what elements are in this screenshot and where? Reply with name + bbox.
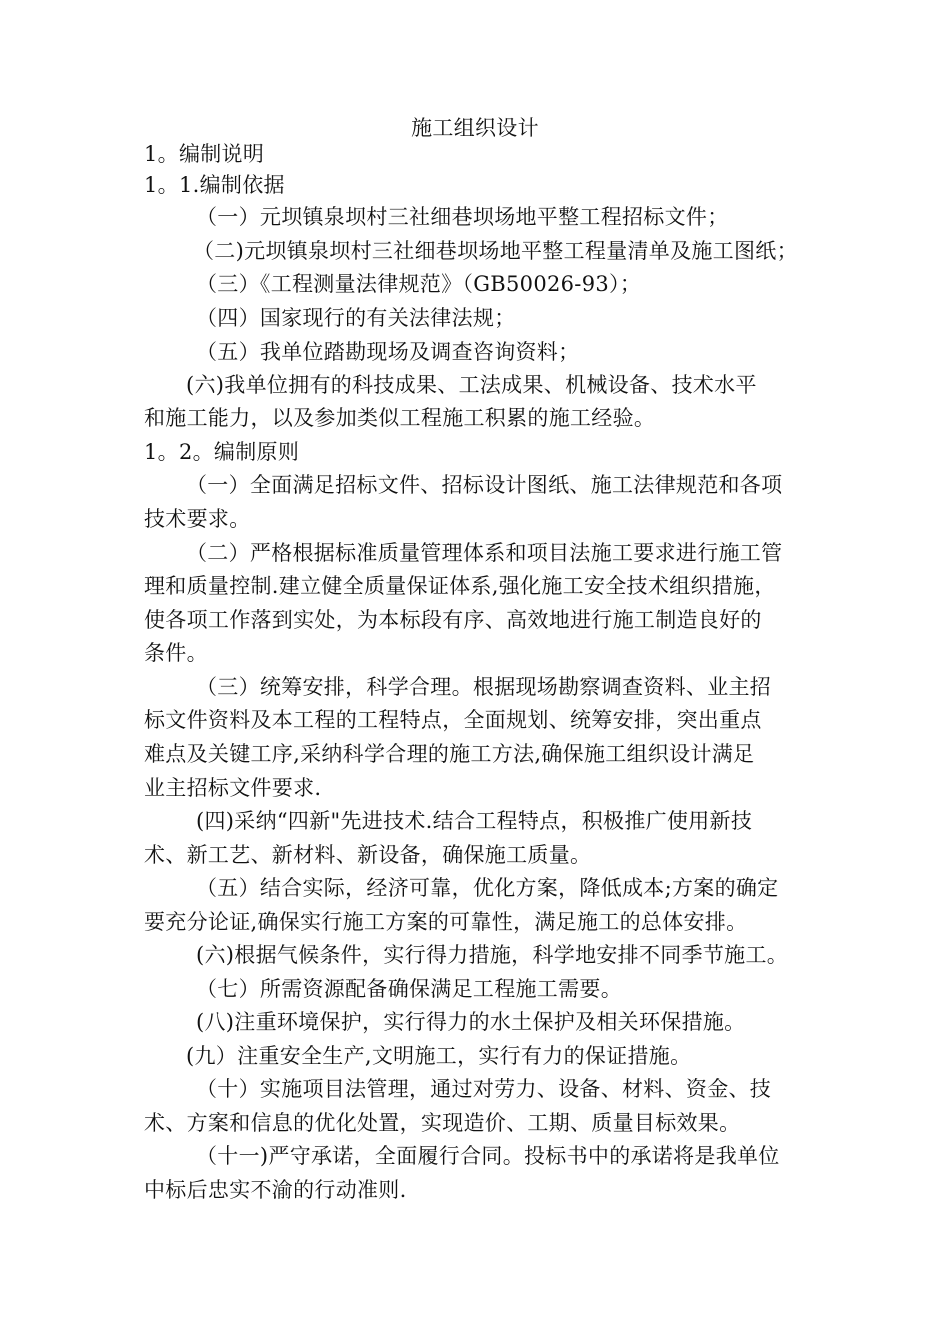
subsection-heading: 1。2。编制原则 [144,440,300,464]
principle-item: (八)注重环境保护，实行得力的水土保护及相关环保措施。 [196,1010,746,1034]
document-title: 施工组织设计 [411,116,539,140]
paragraph-line: 术、方案和信息的优化处置，实现造价、工期、质量目标效果。 [144,1111,741,1135]
principle-item: （七）所需资源配备确保满足工程施工需要。 [196,977,622,1001]
basis-item: （三）《工程测量法律规范》（GB50026-93）； [196,272,642,296]
basis-item: （二)元坝镇泉坝村三社细巷坝场地平整工程量清单及施工图纸； [193,239,798,263]
paragraph-line: 标文件资料及本工程的工程特点，全面规划、统筹安排，突出重点 [144,708,762,732]
paragraph-line: 和施工能力，以及参加类似工程施工积累的施工经验。 [144,406,656,430]
principle-item: （三）统筹安排，科学合理。根据现场勘察调查资料、业主招 [196,675,772,699]
basis-item: (六)我单位拥有的科技成果、工法成果、机械设备、技术水平 [186,373,757,397]
principle-item: （二）严格根据标准质量管理体系和项目法施工要求进行施工管 [186,541,783,565]
principle-item: （一）全面满足招标文件、招标设计图纸、施工法律规范和各项 [186,473,783,497]
paragraph-line: 要充分论证,确保实行施工方案的可靠性，满足施工的总体安排。 [144,910,748,934]
principle-item: （五）结合实际，经济可靠，优化方案，降低成本;方案的确定 [196,876,779,900]
principle-item: (六)根据气候条件，实行得力措施，科学地安排不同季节施工。 [196,943,789,967]
subsection-heading: 1。1.编制依据 [144,173,285,197]
paragraph-line: 条件。 [144,641,208,665]
paragraph-line: 技术要求。 [144,507,251,531]
paragraph-line: 难点及关键工序,采纳科学合理的施工方法,确保施工组织设计满足 [144,742,755,766]
paragraph-line: 使各项工作落到实处，为本标段有序、高效地进行施工制造良好的 [144,608,762,632]
basis-item: （一）元坝镇泉坝村三社细巷坝场地平整工程招标文件； [196,205,729,229]
principle-item: （十）实施项目法管理，通过对劳力、设备、材料、资金、技 [196,1077,772,1101]
paragraph-line: 理和质量控制.建立健全质量保证体系,强化施工安全技术组织措施， [144,574,776,598]
principle-item: (四)采纳“四新"先进技术.结合工程特点，积极推广使用新技 [196,809,753,833]
paragraph-line: 中标后忠实不渝的行动准则. [144,1178,407,1202]
principle-item: (九）注重安全生产,文明施工，实行有力的保证措施。 [186,1044,692,1068]
basis-item: （五）我单位踏勘现场及调查咨询资料； [196,340,580,364]
paragraph-line: 业主招标文件要求. [144,776,322,800]
principle-item: （十一)严守承诺，全面履行合同。投标书中的承诺将是我单位 [196,1144,780,1168]
basis-item: （四）国家现行的有关法律法规； [196,306,516,330]
section-heading: 1。编制说明 [144,142,265,166]
paragraph-line: 术、新工艺、新材料、新设备，确保施工质量。 [144,843,592,867]
